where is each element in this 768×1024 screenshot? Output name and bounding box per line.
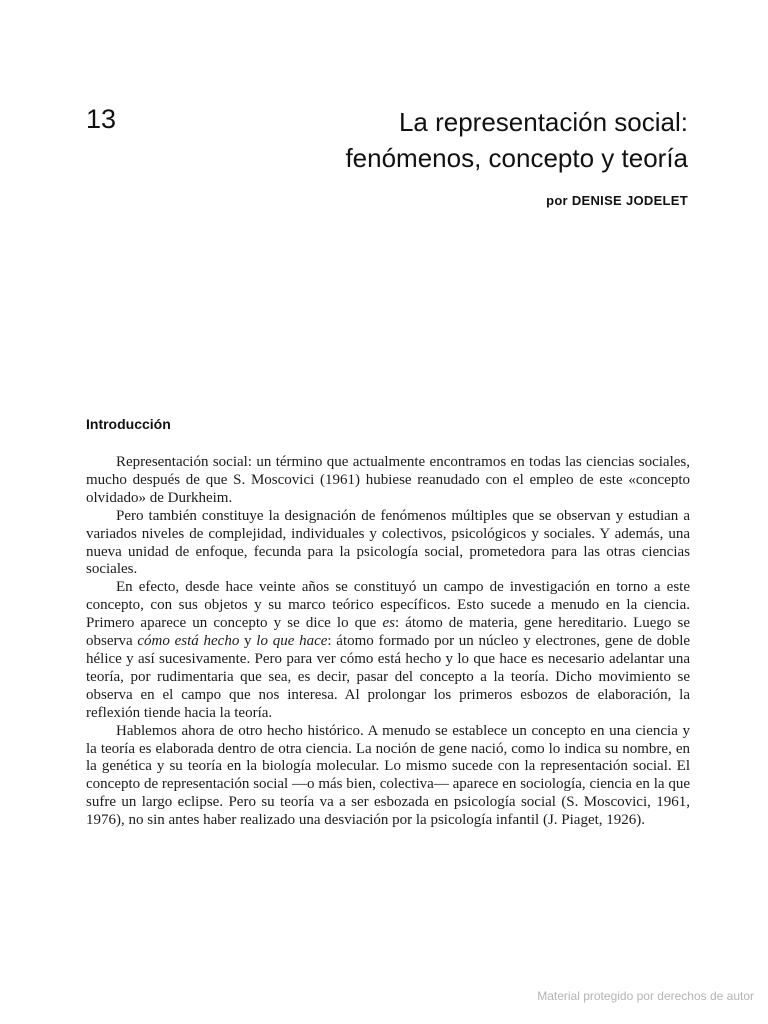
copyright-watermark: Material protegido por derechos de autor: [537, 989, 754, 1003]
chapter-author: por DENISE JODELET: [546, 193, 688, 208]
paragraph-4: Hablemos ahora de otro hecho histórico. A menudo se establece un concepto en una ciencia y la teoría es elaborada dentro de otra ciencia. La noción de gene nació, como lo indica su nombre, en la genética y su teoría en la biología molecular. Lo mismo sucede con la representación social. El concepto de representación social —o más bien, colectiva— aparece en sociología, ciencia en la que sufre un largo eclipse. Pero su teoría va a ser esbozada en psicología social (S. Moscovici, 1961, 1976), no sin antes haber realizado una desviación por la psicología infantil (J. Piaget, 1926).: [86, 722, 690, 829]
paragraph-3-italic-como-esta-hecho: cómo está hecho: [137, 633, 240, 650]
paragraph-3-text-1: En efecto, desde hace veinte años se constituyó un campo de investigación en torno a este concepto, con sus objetos y su marco teórico específicos. Esto sucede a menudo en la ciencia. Primero aparece un concepto y se dice lo que: [86, 579, 690, 632]
chapter-title-line-2: fenómenos, concepto y teoría: [345, 143, 688, 173]
chapter-title: [248, 104, 688, 176]
paragraph-3-text-2: : átomo de materia, gene hereditario. Luego se observa: [86, 615, 690, 650]
body-text: [86, 454, 690, 830]
paragraph-3: [86, 579, 690, 722]
paragraph-3-text-3: y: [239, 633, 257, 650]
paragraph-3-italic-lo-que-hace: lo que hace: [256, 633, 328, 650]
paragraph-3-italic-es: es: [382, 615, 395, 632]
paragraph-3-text-4: : átomo formado por un núcleo y electrones, gene de doble hélice y así sucesivamente. Pero para ver cómo está hecho y lo que hace es necesario adelantar una teoría, por rudimentaria que sea, es decir, pasar del concepto a la teoría. Dicho movimiento se observa en el campo que nos interesa. Al prolongar los primeros esbozos de elaboración, la reflexión tiende hacia la teoría.: [86, 633, 691, 721]
paragraph-2: Pero también constituye la designación de fenómenos múltiples que se observan y estudian a variados niveles de complejidad, individuales y colectivos, psicológicos y sociales. Y además, una nueva unidad de enfoque, fecunda para la psicología social, prometedora para las otras ciencias sociales.: [86, 507, 690, 578]
chapter-number: 13: [86, 104, 117, 134]
chapter-title-line-1: La representación social:: [398, 107, 688, 137]
paragraph-1: Representación social: un término que actualmente encontramos en todas las ciencias sociales, mucho después de que S. Moscovici (1961) hubiese reanudado con el empleo de este «concepto olvidado» de Durkheim.: [86, 454, 690, 506]
section-heading: Introducción: [86, 416, 171, 432]
